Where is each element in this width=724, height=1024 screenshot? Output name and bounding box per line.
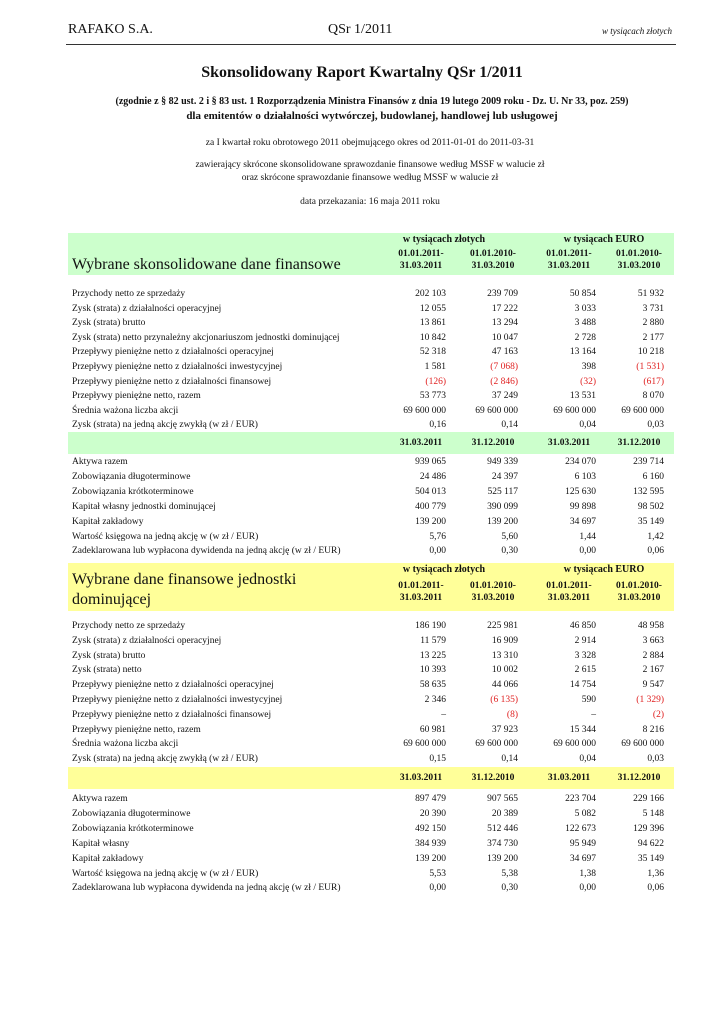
cell-value: 5 148	[642, 808, 664, 819]
table-row	[72, 854, 672, 868]
table-row	[72, 532, 672, 546]
cell-value: 69 600 000	[621, 739, 664, 750]
cell-value: 0,00	[429, 883, 446, 894]
cell-value: 95 949	[569, 838, 596, 849]
row-label: Średnia ważona liczba akcji	[72, 405, 179, 416]
cell-value: 34 697	[569, 853, 596, 864]
cell-value: 44 066	[491, 680, 518, 691]
cell-value: 0,00	[579, 546, 596, 557]
cell-value: 1,36	[647, 868, 664, 879]
cell-value: 51 932	[637, 289, 664, 299]
cell-value: 139 200	[487, 516, 518, 527]
cell-value: 3 488	[574, 318, 596, 329]
cell-value: (617)	[643, 376, 664, 387]
cell-value: 13 531	[569, 391, 596, 402]
cell-value: 2 884	[642, 650, 664, 661]
col-period-2011-eur-parent: 01.01.2011- 31.03.2011	[546, 581, 592, 603]
cell-value: 492 150	[415, 823, 446, 834]
cell-value: 16 909	[491, 635, 518, 646]
cell-value: 1,42	[647, 531, 664, 542]
row-label: Przychody netto ze sprzedaży	[72, 289, 186, 299]
cell-value: 223 704	[565, 794, 596, 804]
table-row	[72, 695, 672, 709]
cell-value: 512 446	[487, 823, 518, 834]
cell-value: 37 923	[491, 724, 518, 735]
cell-value: 1,38	[579, 868, 596, 879]
cell-value: 398	[581, 362, 596, 372]
cell-value: 374 730	[487, 838, 518, 849]
row-label: Wartość księgowa na jedną akcję w (w zł / EUR)	[72, 868, 259, 879]
col-date-2011-parent: 31.03.2011	[399, 773, 443, 783]
cell-value: 0,14	[501, 420, 518, 431]
table-row	[72, 546, 672, 560]
table-row	[72, 839, 672, 853]
table-row	[72, 289, 672, 303]
cell-value: 5,76	[429, 531, 446, 542]
table-row	[72, 824, 672, 838]
cell-value: 17 222	[491, 303, 518, 314]
row-label: Aktywa razem	[72, 457, 128, 467]
cell-value: 11 579	[420, 635, 446, 646]
cell-value: 939 065	[415, 457, 446, 467]
cell-value: 2 914	[574, 635, 596, 646]
row-label: Kapitał zakładowy	[72, 853, 144, 864]
col-period-2011-eur: 01.01.2011- 31.03.2011	[546, 249, 592, 271]
cell-value: 202 103	[415, 289, 446, 299]
period-note: za I kwartał roku obrotowego 2011 obejmującego okres od 2011-01-01 do 2011-03-31	[205, 138, 535, 148]
row-label: Kapitał zakładowy	[72, 516, 144, 527]
col-period-2011-parent: 01.01.2011- 31.03.2011	[398, 581, 444, 603]
row-label: Zobowiązania długoterminowe	[72, 808, 191, 819]
cell-value: 949 339	[487, 457, 518, 467]
table-row	[72, 883, 672, 897]
cell-value: 6 160	[642, 471, 664, 482]
parent-bs-band	[68, 767, 674, 789]
cell-value: 2 880	[642, 318, 664, 329]
cell-value: 239 714	[633, 457, 664, 467]
table-row	[72, 517, 672, 531]
cell-value: 5 082	[574, 808, 596, 819]
cell-value: 98 502	[637, 501, 664, 512]
cell-value: 0,15	[429, 754, 446, 765]
eur-group-label: w tysiącach EURO	[563, 234, 645, 245]
table-row	[72, 318, 672, 332]
cell-value: 239 709	[487, 289, 518, 299]
cell-value: 0,03	[647, 754, 664, 765]
row-label: Wartość księgowa na jedną akcję w (w zł / EUR)	[72, 531, 259, 542]
cell-value: –	[441, 709, 446, 720]
cell-value: 10 218	[637, 347, 664, 358]
col-period-2010: 01.01.2010- 31.03.2010	[470, 249, 516, 271]
table-row	[72, 333, 672, 347]
row-label: Przepływy pieniężne netto z działalności finansowej	[72, 376, 272, 387]
cell-value: 69 600 000	[621, 405, 664, 416]
cell-value: (1 531)	[636, 362, 664, 372]
cell-value: 99 898	[569, 501, 596, 512]
cell-value: 3 033	[574, 303, 596, 314]
cell-value: 390 099	[487, 501, 518, 512]
row-label: Kapitał własny	[72, 838, 130, 849]
table-row	[72, 377, 672, 391]
col-date-2010-eur-parent: 31.12.2010	[617, 773, 661, 783]
consolidated-bs-band	[68, 432, 674, 454]
row-label: Zysk (strata) netto przynależny akcjonariuszom jednostki dominującej	[72, 332, 340, 343]
cell-value: 0,16	[429, 420, 446, 431]
col-period-2010-eur-parent: 01.01.2010- 31.03.2010	[616, 581, 662, 603]
cell-value: 897 479	[415, 794, 446, 804]
table-row	[72, 487, 672, 501]
cell-value: 400 779	[415, 501, 446, 512]
eur-group-label-parent: w tysiącach EURO	[563, 564, 645, 575]
cell-value: 20 390	[419, 808, 446, 819]
cell-value: 6 103	[574, 471, 596, 482]
col-date-2011-eur-parent: 31.03.2011	[547, 773, 591, 783]
cell-value: 24 397	[491, 471, 518, 482]
cell-value: 5,60	[501, 531, 518, 542]
pln-group-label-parent: w tysiącach złotych	[402, 564, 486, 575]
cell-value: 69 600 000	[403, 405, 446, 416]
cell-value: 384 939	[415, 838, 446, 849]
cell-value: 132 595	[633, 486, 664, 497]
cell-value: 13 294	[491, 318, 518, 329]
cell-value: 2 615	[574, 665, 596, 676]
statement-line-2: oraz skrócone sprawozdanie finansowe według MSSF w walucie zł	[241, 173, 499, 183]
cell-value: 8 216	[642, 724, 664, 735]
unit-note: w tysiącach złotych	[602, 26, 672, 36]
cell-value: 12 055	[419, 303, 446, 314]
cell-value: 24 486	[419, 471, 446, 482]
row-label: Zysk (strata) brutto	[72, 318, 146, 329]
statement-line-1: zawierający skrócone skonsolidowane sprawozdanie finansowe według MSSF w walucie zł	[195, 160, 545, 170]
cell-value: 10 842	[419, 332, 446, 343]
row-label: Zysk (strata) na jedną akcję zwykłą (w zł / EUR)	[72, 420, 258, 431]
header-divider	[66, 44, 676, 45]
col-period-2010-eur: 01.01.2010- 31.03.2010	[616, 249, 662, 271]
table-row	[72, 710, 672, 724]
cell-value: 2 177	[642, 332, 664, 343]
table-row	[72, 457, 672, 471]
cell-value: 35 149	[637, 516, 664, 527]
page-header	[68, 22, 672, 38]
table-row	[72, 391, 672, 405]
table-row	[72, 739, 672, 753]
cell-value: 0,03	[647, 420, 664, 431]
cell-value: (1 329)	[636, 695, 664, 705]
row-label: Zobowiązania długoterminowe	[72, 471, 191, 482]
cell-value: (126)	[425, 376, 446, 387]
cell-value: 0,30	[501, 546, 518, 557]
cell-value: 5,38	[501, 868, 518, 879]
table-row	[72, 304, 672, 318]
cell-value: 504 013	[415, 486, 446, 497]
row-label: Przepływy pieniężne netto z działalności operacyjnej	[72, 680, 274, 691]
table-row	[72, 362, 672, 376]
cell-value: 0,04	[579, 420, 596, 431]
cell-value: 53 773	[419, 391, 446, 402]
cell-value: 225 981	[487, 621, 518, 631]
col-date-2011-eur: 31.03.2011	[547, 438, 591, 448]
submission-date: data przekazania: 16 maja 2011 roku	[300, 197, 440, 207]
cell-value: 907 565	[487, 794, 518, 804]
cell-value: 125 630	[565, 486, 596, 497]
table-row	[72, 651, 672, 665]
table-row	[72, 680, 672, 694]
cell-value: 46 850	[569, 621, 596, 631]
cell-value: 13 164	[569, 347, 596, 358]
cell-value: 13 225	[419, 650, 446, 661]
cell-value: 186 190	[415, 621, 446, 631]
cell-value: (2)	[652, 709, 664, 720]
table-row	[72, 665, 672, 679]
cell-value: 50 854	[569, 289, 596, 299]
row-label: Zysk (strata) brutto	[72, 650, 146, 661]
company-name: RAFAKO S.A.	[68, 22, 153, 37]
row-label: Kapitał własny jednostki dominującej	[72, 501, 216, 512]
row-label: Przepływy pieniężne netto, razem	[72, 391, 201, 402]
cell-value: 3 328	[574, 650, 596, 661]
row-label: Przychody netto ze sprzedaży	[72, 621, 186, 631]
cell-value: 69 600 000	[403, 739, 446, 750]
cell-value: (6 135)	[490, 695, 518, 705]
col-date-2010-eur: 31.12.2010	[617, 438, 661, 448]
cell-value: 0,06	[647, 883, 664, 894]
cell-value: 139 200	[415, 853, 446, 864]
cell-value: 69 600 000	[553, 405, 596, 416]
cell-value: 8 070	[642, 391, 664, 402]
col-date-2010: 31.12.2010	[471, 438, 515, 448]
cell-value: 525 117	[487, 486, 518, 497]
cell-value: 69 600 000	[553, 739, 596, 750]
cell-value: –	[591, 709, 596, 720]
row-label: Zadeklarowana lub wypłacona dywidenda na jedną akcję (w zł / EUR)	[72, 546, 341, 557]
cell-value: 0,00	[579, 883, 596, 894]
col-date-2011: 31.03.2011	[399, 438, 443, 448]
cell-value: 0,04	[579, 754, 596, 765]
table-row	[72, 347, 672, 361]
cell-value: (7 068)	[490, 362, 518, 372]
cell-value: 139 200	[415, 516, 446, 527]
row-label: Aktywa razem	[72, 794, 128, 804]
cell-value: 590	[581, 695, 596, 705]
cell-value: 60 981	[419, 724, 446, 735]
cell-value: 129 396	[633, 823, 664, 834]
cell-value: 0,14	[501, 754, 518, 765]
cell-value: 48 958	[637, 621, 664, 631]
cell-value: 10 047	[491, 332, 518, 343]
table-row	[72, 794, 672, 808]
table-row	[72, 406, 672, 420]
report-id: QSr 1/2011	[328, 22, 393, 37]
row-label: Zysk (strata) na jedną akcję zwykłą (w zł / EUR)	[72, 754, 258, 765]
col-period-2010-parent: 01.01.2010- 31.03.2010	[470, 581, 516, 603]
table-row	[72, 472, 672, 486]
cell-value: 20 389	[491, 808, 518, 819]
cell-value: 229 166	[633, 794, 664, 804]
table-row	[72, 809, 672, 823]
cell-value: 9 547	[642, 680, 664, 691]
row-label: Zadeklarowana lub wypłacona dywidenda na jedną akcję (w zł / EUR)	[72, 883, 341, 894]
cell-value: 0,06	[647, 546, 664, 557]
cell-value: 35 149	[637, 853, 664, 864]
row-label: Przepływy pieniężne netto, razem	[72, 724, 201, 735]
cell-value: 1 581	[424, 362, 446, 372]
row-label: Zysk (strata) z działalności operacyjnej	[72, 303, 222, 314]
row-label: Przepływy pieniężne netto z działalności operacyjnej	[72, 347, 274, 358]
cell-value: 234 070	[565, 457, 596, 467]
cell-value: 69 600 000	[475, 739, 518, 750]
pln-group-label: w tysiącach złotych	[402, 234, 486, 245]
cell-value: 34 697	[569, 516, 596, 527]
issuer-type: dla emitentów o działalności wytwórczej, budowlanej, handlowej lub usługowej	[186, 110, 558, 122]
row-label: Przepływy pieniężne netto z działalności finansowej	[72, 709, 272, 720]
row-label: Przepływy pieniężne netto z działalności inwestycyjnej	[72, 695, 283, 705]
cell-value: 14 754	[569, 680, 596, 691]
page-title: Skonsolidowany Raport Kwartalny QSr 1/2011	[201, 64, 523, 81]
cell-value: 2 346	[424, 695, 446, 705]
cell-value: 0,30	[501, 883, 518, 894]
cell-value: 58 635	[419, 680, 446, 691]
regulation-note: (zgodnie z § 82 ust. 2 i § 83 ust. 1 Rozporządzenia Ministra Finansów z dnia 19 lutego 2009 roku - Dz. U. Nr 33, poz. 259)	[115, 96, 629, 107]
row-label: Zysk (strata) z działalności operacyjnej	[72, 635, 222, 646]
cell-value: 13 861	[419, 318, 446, 329]
cell-value: 52 318	[419, 347, 446, 358]
table-row	[72, 636, 672, 650]
cell-value: 0,00	[429, 546, 446, 557]
table-row	[72, 502, 672, 516]
consolidated-title: Wybrane skonsolidowane dane finansowe	[72, 256, 341, 273]
table-row	[72, 869, 672, 883]
cell-value: 1,44	[579, 531, 596, 542]
consolidated-header-band	[68, 233, 674, 275]
row-label: Średnia ważona liczba akcji	[72, 739, 179, 750]
table-row	[72, 621, 672, 635]
col-date-2010-parent: 31.12.2010	[471, 773, 515, 783]
cell-value: 139 200	[487, 853, 518, 864]
cell-value: 10 393	[419, 665, 446, 676]
table-row	[72, 725, 672, 739]
cell-value: 3 663	[642, 635, 664, 646]
cell-value: 3 731	[642, 303, 664, 314]
cell-value: 122 673	[565, 823, 596, 834]
cell-value: 15 344	[569, 724, 596, 735]
cell-value: 2 728	[574, 332, 596, 343]
parent-header-band	[68, 563, 674, 611]
cell-value: 13 310	[491, 650, 518, 661]
cell-value: (32)	[580, 376, 596, 387]
cell-value: (8)	[506, 709, 518, 720]
row-label: Zobowiązania krótkoterminowe	[72, 823, 194, 834]
cell-value: 69 600 000	[475, 405, 518, 416]
cell-value: 5,53	[429, 868, 446, 879]
row-label: Zobowiązania krótkoterminowe	[72, 486, 194, 497]
cell-value: 37 249	[491, 391, 518, 402]
cell-value: 47 163	[491, 347, 518, 358]
cell-value: 94 622	[637, 838, 664, 849]
col-period-2011: 01.01.2011- 31.03.2011	[398, 249, 444, 271]
cell-value: 10 002	[491, 665, 518, 676]
row-label: Zysk (strata) netto	[72, 665, 142, 676]
cell-value: (2 846)	[490, 376, 518, 387]
cell-value: 2 167	[642, 665, 664, 676]
parent-title: Wybrane dane finansowe jednostki dominującej	[72, 571, 297, 608]
row-label: Przepływy pieniężne netto z działalności inwestycyjnej	[72, 362, 283, 372]
